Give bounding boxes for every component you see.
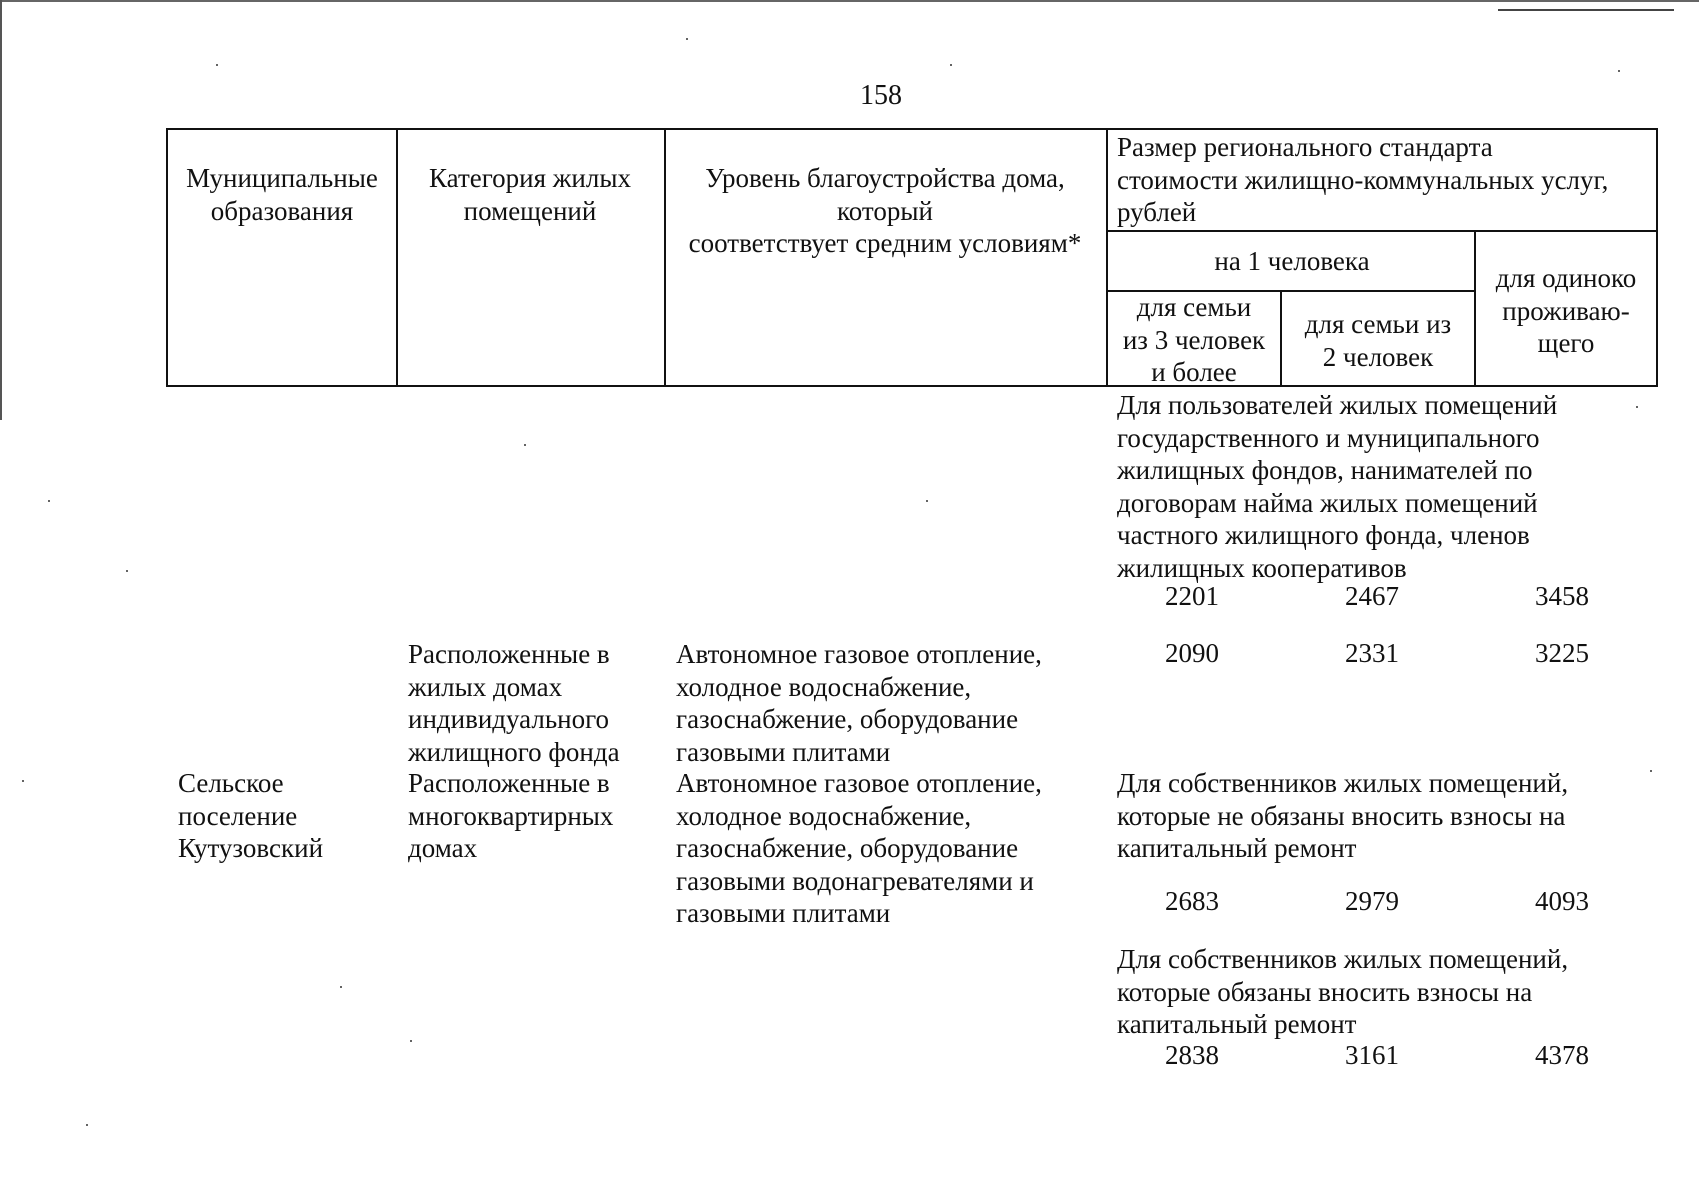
- scan-speck: [86, 1124, 88, 1126]
- scan-speck: [1650, 770, 1652, 772]
- scan-speck: [686, 38, 688, 40]
- row3-category: Расположенные в многоквартирных домах: [408, 768, 614, 863]
- scan-speck: [126, 570, 128, 572]
- page-number: 158: [860, 80, 902, 111]
- section-users-label: Для пользователей жилых помещений государственного и муниципального жилищных фондов, нанимателей по договорам найма жилых помещений частного жилищного фонда, членов жилищных кооперативов: [1117, 390, 1558, 583]
- row5-family2-value: 3161: [1345, 1040, 1399, 1070]
- section-owners-not-obliged-label: Для собственников жилых помещений, которые не обязаны вносить взносы на капитальный ремонт: [1117, 768, 1569, 863]
- scan-speck: [340, 986, 342, 988]
- scan-speck: [22, 780, 24, 782]
- scan-mark-top-right: [1498, 9, 1674, 11]
- row3-level: Автономное газовое отопление, холодное водоснабжение, газоснабжение, оборудование газовыми водонагревателями и газовыми плитами: [676, 768, 1042, 928]
- row2-level: Автономное газовое отопление, холодное водоснабжение, газоснабжение, оборудование газовыми плитами: [676, 639, 1042, 767]
- row4-family3-value: 2683: [1165, 886, 1219, 916]
- row2-family2-value: 2331: [1345, 638, 1399, 668]
- header-municipal: Муниципальные образования: [186, 163, 378, 226]
- header-family-2: для семьи из 2 человек: [1304, 309, 1452, 372]
- header-single: для одиноко проживаю- щего: [1495, 263, 1637, 358]
- row2-category: Расположенные в жилых домах индивидуального жилищного фонда: [408, 639, 620, 767]
- scan-speck: [410, 1040, 412, 1042]
- row1-family2-value: 2467: [1345, 581, 1399, 611]
- scan-edge-top: [0, 0, 1699, 2]
- row2-family3-value: 2090: [1165, 638, 1219, 668]
- row1-family3-value: 2201: [1165, 581, 1219, 611]
- header-category: Категория жилых помещений: [429, 163, 631, 226]
- row2-single-value: 3225: [1535, 638, 1589, 668]
- scan-speck: [48, 500, 50, 502]
- scan-edge-left: [0, 0, 2, 420]
- header-level: Уровень благоустройства дома, который соответствует средним условиям*: [688, 163, 1082, 258]
- scan-speck: [216, 64, 218, 66]
- row5-family3-value: 2838: [1165, 1040, 1219, 1070]
- municipality-name: Сельское поселение Кутузовский: [178, 768, 324, 863]
- row4-single-value: 4093: [1535, 886, 1589, 916]
- scan-speck: [926, 500, 928, 502]
- scan-speck: [524, 444, 526, 446]
- scan-speck: [1636, 406, 1638, 408]
- row1-single-value: 3458: [1535, 581, 1589, 611]
- scan-speck: [1618, 70, 1620, 72]
- header-per-person: на 1 человека: [1214, 246, 1370, 276]
- scan-speck: [950, 64, 952, 66]
- row5-single-value: 4378: [1535, 1040, 1589, 1070]
- header-standard: Размер регионального стандарта стоимости жилищно-коммунальных услуг, рублей: [1117, 132, 1609, 227]
- section-owners-obliged-label: Для собственников жилых помещений, которые обязаны вносить взносы на капитальный ремонт: [1117, 944, 1569, 1039]
- row4-family2-value: 2979: [1345, 886, 1399, 916]
- header-family-3: для семьи из 3 человек и более: [1122, 292, 1266, 387]
